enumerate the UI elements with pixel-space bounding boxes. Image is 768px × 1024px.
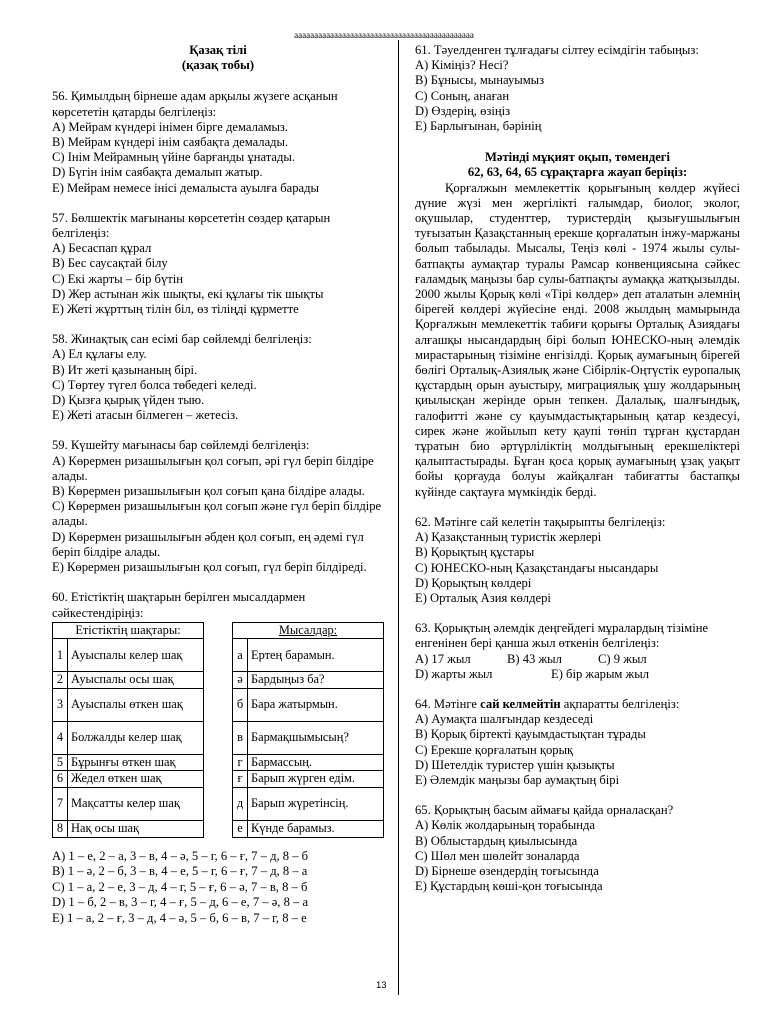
option-b[interactable]: B) Қорық біртекті қауымдастықтан тұрады	[415, 727, 646, 742]
option-e[interactable]: E) Орталық Азия көлдері	[415, 590, 551, 605]
tense-cell: Ауыспалы келер шақ	[68, 639, 204, 672]
table-header	[233, 622, 384, 639]
option-e[interactable]: E) Көрермен ризашылығын қол соғып, гүл беріп білдіреді.	[52, 560, 367, 575]
row-number: 7	[53, 788, 68, 821]
tense-cell: Мақсатты келер шақ	[68, 788, 204, 821]
option-b[interactable]: B) Көрермен ризашылығын қол соғып қана білдіре алады.	[52, 484, 365, 499]
question-title: 65. Қорықтың басым аймағы қайда орналасқан?	[415, 803, 674, 818]
question-title: 56. Қимылдың бірнеше адам арқылы жүзеге асқанын көрсететін қатарды белгілеңіз:	[52, 89, 338, 119]
row-letter: г	[233, 754, 248, 771]
option-b[interactable]: B) Бес саусақтай білу	[52, 256, 168, 271]
option-a[interactable]: A) 1 – е, 2 – а, 3 – в, 4 – ә, 5 – г, 6 – ғ, 7 – д, 8 – б	[52, 848, 309, 863]
example-cell: Барып жүретінсің.	[248, 788, 384, 821]
question-61	[415, 43, 740, 134]
example-cell: Барып жүрген едім.	[248, 771, 384, 788]
options-row-1	[415, 652, 740, 667]
verb-tenses-table	[52, 622, 204, 838]
option-b[interactable]: B) 1 – ә, 2 – б, 3 – в, 4 – е, 5 – г, 6 – ғ, 7 – д, 8 – а	[52, 864, 308, 879]
option-c[interactable]: C) Інім Мейрамның үйіне барғанды ұнатады.	[52, 150, 295, 165]
row-number: 1	[53, 639, 68, 672]
question-57	[52, 211, 384, 317]
option-d[interactable]: D) Шетелдік туристер үшін қызықты	[415, 757, 615, 772]
option-a[interactable]: A) Аумақта шалғындар кездеседі	[415, 712, 594, 727]
option-c[interactable]: C) Ерекше қорғалатын қорық	[415, 742, 574, 757]
reading-passage	[415, 150, 740, 500]
question-59	[52, 438, 384, 575]
option-d[interactable]: D) Бірнеше өзендердің тоғысында	[415, 863, 599, 878]
option-e[interactable]: E) Жеті жұрттың тілін біл, өз тіліңді құрметте	[52, 302, 299, 317]
option-a[interactable]: A) Кіміңіз? Несі?	[415, 58, 509, 73]
tense-cell: Жедел өткен шақ	[68, 771, 204, 788]
row-letter: в	[233, 721, 248, 754]
row-number: 3	[53, 688, 68, 721]
header-mark: ааааааааааааааааааааааааааааааааааааааааааааа	[294, 30, 474, 40]
row-number: 5	[53, 754, 68, 771]
option-c[interactable]: C) 1 – а, 2 – е, 3 – д, 4 – г, 5 – ғ, 6 – ә, 7 – в, 8 – б	[52, 879, 308, 894]
example-cell: Күнде барамыз.	[248, 821, 384, 838]
subject-line-1: Қазақ тілі	[189, 43, 247, 57]
title-prefix: 64. Мәтінге	[415, 696, 481, 711]
option-b[interactable]: B) Мейрам күндері інім саябақта демалады.	[52, 135, 289, 150]
option-a[interactable]: A) Көлік жолдарының торабында	[415, 818, 595, 833]
option-d[interactable]: D) 1 – б, 2 – в, 3 – г, 4 – ғ, 5 – д, 6 – е, 7 – ә, 8 – а	[52, 895, 309, 910]
row-number: 6	[53, 771, 68, 788]
question-65	[415, 803, 740, 894]
tense-cell: Нақ осы шақ	[68, 821, 204, 838]
option-b[interactable]: B) Облыстардың қиылысында	[415, 833, 578, 848]
title-suffix: ақпаратты белгілеңіз:	[560, 696, 680, 711]
question-title: 58. Жинақтық сан есімі бар сөйлемді белгілеңіз:	[52, 332, 312, 347]
options-row-2	[415, 667, 740, 682]
row-letter: ә	[233, 672, 248, 689]
question-63	[415, 621, 740, 682]
tense-cell: Ауыспалы осы шақ	[68, 672, 204, 689]
row-letter: а	[233, 639, 248, 672]
row-number: 8	[53, 821, 68, 838]
option-e[interactable]: E) Мейрам немесе інісі демалыста ауылға барады	[52, 180, 320, 195]
question-58	[52, 332, 384, 423]
question-title: 61. Тәуелденген тұлғадағы сілтеу есімдігін табыңыз:	[415, 43, 699, 57]
row-number: 4	[53, 721, 68, 754]
question-64	[415, 697, 740, 788]
question-title: 60. Етістіктің шақтарын берілген мысалдармен сәйкестендіріңіз:	[52, 590, 306, 620]
option-c[interactable]: C) ЮНЕСКО-ның Қазақстандағы нысандары	[415, 560, 659, 575]
example-cell: Бардыңыз ба?	[248, 672, 384, 689]
question-56	[52, 89, 384, 195]
option-b[interactable]: B) Қорықтың құстары	[415, 545, 535, 560]
option-c[interactable]: C) Соның, анаған	[415, 88, 510, 103]
row-letter: б	[233, 688, 248, 721]
option-c[interactable]: C) Көрермен ризашылығын қол соғып және гүл беріп білдіре алады.	[52, 499, 382, 529]
table-header-text: Мысалдар:	[278, 622, 338, 637]
passage-body: Қорғалжын мемлекеттік қорығының көлдер жүйесі дүние жүзі мен жергілікті ғалымдар, биолог, эколог, оқушылар, студенттер, туристердің қызығушылығын туғызатын Қазақстанның ерекше қорғалатын інжу-маржаны болып табылады. Мысалы, Теңіз көлі - 1974 жылы сулы-батпақты аумақтар туралы Рамсар конвенциясына сәйкес ғаламдық маңызы бар сулы-батпақты аумаққа жатқызылды. 2000 жылы Қорық көлі «Тірі көлдер» деп аталатын әлемнің бірегей көлдері жүйесіне енді. 2008 жылдың мамырында Қорғалжын мемлекеттік табиғи қорығы Орталық Азиядағы алғашқы нысандардың бірі болып ЮНЕСКО-ның әлемдік мирастарының тізіміне енгізілді. Қорық аумағының бірегей бөлігі Орталық-Азиялық және Сібірлік-Оңтүстік еуропалық құстардың орын ауыстыру, миграциялық ұшу жолдарының қиылысқан жерінде орын тепкен. Далалық, шалғындық, галофитті және су қауымдастықтарының қатар кездесуі, сирек және жойылып кету қаупі төніп тұрған құстардан тұратын био әртүрліліктің молдығының ерекшеліктері қалыптастырады. Бұған қоса қорық аумағының ұзақ уақыт бойы қорғауда болуы жайқалған табиғатты бастапқы күйінде сақтауға мүмкіндік берді.	[415, 180, 740, 499]
option-d[interactable]: D) Қорықтың көлдері	[415, 575, 532, 590]
matching-tables	[52, 622, 384, 838]
example-cell: Бара жатырмын.	[248, 688, 384, 721]
examples-table	[232, 622, 384, 838]
option-d[interactable]: D) жарты жыл	[415, 666, 493, 681]
option-c[interactable]: C) Шөл мен шөлейт зоналарда	[415, 848, 580, 863]
question-title: 62. Мәтінге сай келетін тақырыпты белгілеңіз:	[415, 514, 666, 529]
question-60	[52, 590, 384, 926]
option-d[interactable]: D) Қызға қырық үйден тыю.	[52, 393, 205, 408]
subject-line-2: (қазақ тобы)	[181, 58, 255, 73]
example-cell: Бармассың.	[248, 754, 384, 771]
option-e[interactable]: E) Барлығынан, бәрінің	[415, 119, 542, 134]
option-c[interactable]: C) Екі жарты – бір бүтін	[52, 271, 183, 286]
option-e[interactable]: E) Құстардың көші-қон тоғысында	[415, 879, 603, 894]
option-b[interactable]: B) Ит жеті қазынаның бірі.	[52, 362, 198, 377]
page-number: 13	[376, 980, 387, 991]
answer-options	[52, 849, 384, 927]
option-c[interactable]: C) 9 жыл	[598, 651, 647, 666]
question-62	[415, 515, 740, 606]
option-d[interactable]: D) Бүгін інім саябақта демалып жатыр.	[52, 165, 263, 180]
passage-heading-2: 62, 63, 64, 65 сұрақтарға жауап беріңіз:	[467, 165, 688, 180]
option-a[interactable]: A) 17 жыл	[415, 651, 471, 666]
right-column	[415, 43, 740, 894]
table-header: Етістіктің шақтары:	[53, 622, 204, 639]
option-e[interactable]: E) Жеті атасын білмеген – жетесіз.	[52, 408, 239, 423]
question-title: 59. Күшейту мағынасы бар сөйлемді белгілеңіз:	[52, 438, 310, 453]
tense-cell: Бұрынғы өткен шақ	[68, 754, 204, 771]
tense-cell: Ауыспалы өткен шақ	[68, 688, 204, 721]
option-a[interactable]: A) Мейрам күндері інімен бірге демаламыз.	[52, 119, 289, 134]
option-d[interactable]: D) Жер астынан жік шықты, екі құлағы тік шықты	[52, 286, 324, 301]
tense-cell: Болжалды келер шақ	[68, 721, 204, 754]
example-cell: Бармақшымысың?	[248, 721, 384, 754]
option-a[interactable]: A) Ел құлағы елу.	[52, 347, 147, 362]
option-a[interactable]: A) Көрермен ризашылығын қол соғып, әрі гүл беріп білдіре алады.	[52, 453, 374, 483]
option-e[interactable]: E) Әлемдік маңызы бар аумақтың бірі	[415, 772, 620, 787]
question-title	[415, 697, 740, 712]
subject-title	[52, 43, 384, 73]
row-number: 2	[53, 672, 68, 689]
option-b[interactable]: B) 43 жыл	[507, 651, 562, 666]
left-column	[52, 43, 384, 927]
row-letter: ғ	[233, 771, 248, 788]
column-divider	[398, 40, 399, 995]
option-a[interactable]: A) Қазақстанның туристік жерлері	[415, 530, 602, 545]
option-c[interactable]: C) Төртеу түгел болса төбедегі келеді.	[52, 377, 257, 392]
row-letter: е	[233, 821, 248, 838]
question-title: 63. Қорықтың әлемдік деңгейдегі мұралардың тізіміне енгенінен бері қанша жыл өткенін белгілеңіз:	[415, 621, 709, 651]
title-emphasis: сай келмейтін	[480, 696, 561, 711]
option-e[interactable]: E) бір жарым жыл	[551, 666, 650, 681]
question-title: 57. Бөлшектік мағынаны көрсететін сөздер қатарын белгілеңіз:	[52, 210, 331, 241]
option-e[interactable]: E) 1 – а, 2 – ғ, 3 – д, 4 – ә, 5 – б, 6 – в, 7 – г, 8 – е	[52, 911, 307, 926]
option-d[interactable]: D) Өздерің, өзіңіз	[415, 103, 511, 118]
option-a[interactable]: A) Бесаспап құрал	[52, 241, 152, 256]
example-cell: Ертең барамын.	[248, 639, 384, 672]
option-d[interactable]: D) Көрермен ризашылығын әбден қол соғып, ең әдемі гүл беріп білдіре алады.	[52, 529, 364, 559]
passage-heading-1: Мәтінді мұқият оқып, төмендегі	[485, 150, 670, 165]
option-b[interactable]: B) Бұнысы, мынауымыз	[415, 73, 545, 88]
row-letter: д	[233, 788, 248, 821]
